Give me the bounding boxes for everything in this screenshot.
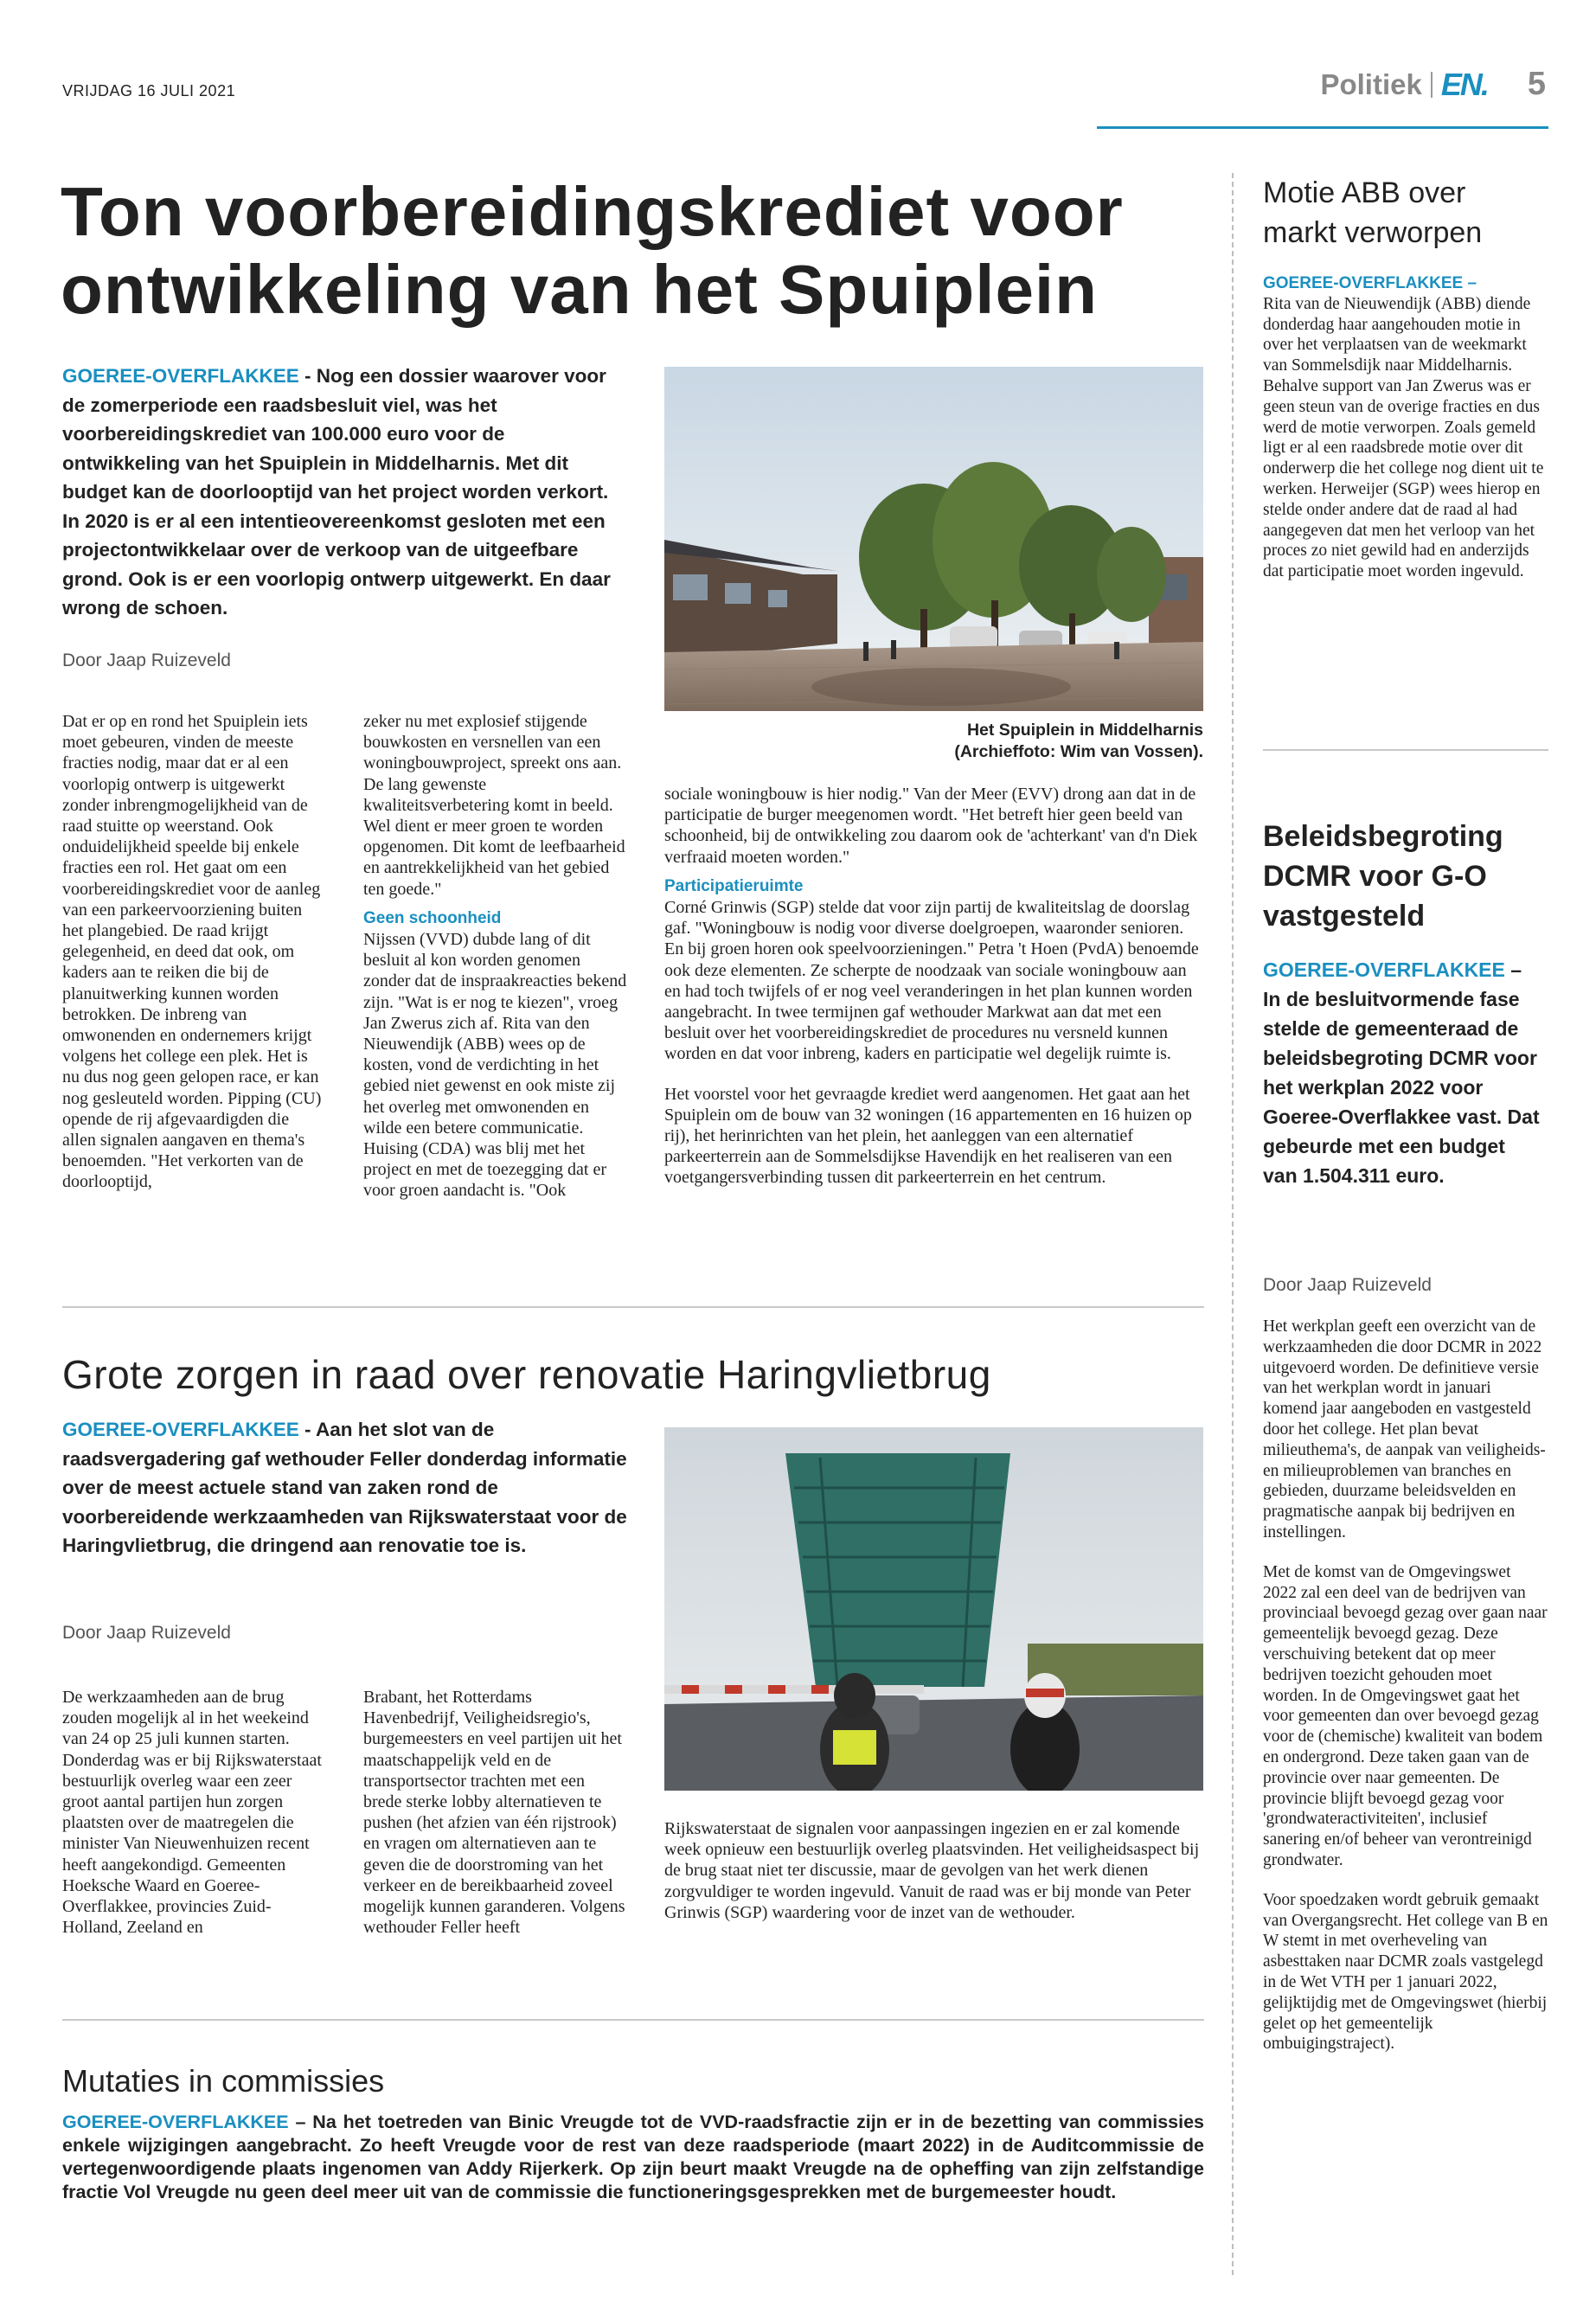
subhead-participatieruimte: Participatieruimte: [664, 876, 804, 895]
article1-headline: Ton voorbereidingskrediet voor ontwikkeling van het Spuiplein: [61, 173, 1124, 328]
page-number: 5: [1527, 66, 1546, 102]
article1-column-1: Dat er op en rond het Spuiplein iets moet gebeuren, vinden de meeste fracties nodig, maar dat er al een voorlopig ontwerp is uitgewerkt zonder inbrengmogelijkheid van de raad stuitte op weerstand. Ook onduidelijkheid speelde bij enkele fracties een rol. Het gaat om een voorbereidingskrediet voor de aanleg van een parkeervoorziening buiten het plangebied. De raad krijgt gelegenheid, en deed dat ook, om kaders aan te reiken die bij de planuitwerking kunnen worden betrokken. De inbreng van omwonenden en ondernemers krijgt volgens het college een plek. Het is nu dus nog geen gelopen race, er kan nog gesleuteld worden. Pipping (CU) opende de rij afgevaardigden die allen signalen aangaven en thema's benoemden. "Het verkorten van de doorlooptijd,: [62, 712, 322, 1192]
article2-column-2: Brabant, het Rotterdams Havenbedrijf, Veiligheidsregio's, burgemeesters en veel partijen uit het maatschappelijk veld en de transportsector trachten met een brede sterke lobby alternatieven te pushen (het afzien van één rijstrook) en vragen om alternatieven aan te geven die de doorstroming van het verkeer en de bereikbaarheid zoveel mogelijk kunnen garanderen. Volgens wethouder Feller heeft: [363, 1688, 625, 1938]
sidebar2-lead: GOEREE-OVERFLAKKEE – In de besluitvormende fase stelde de gemeenteraad de beleidsbegroting DCMR voor het werkplan 2022 voor Goeree-Overflakkee vast. Dat gebeurde met een budget van 1.504.311 euro.: [1263, 958, 1540, 1187]
article2-lead: GOEREE-OVERFLAKKEE - Aan het slot van de raadsvergadering gaf wethouder Feller donderdag informatie over de meest actuele stand van zaken rond de voorbereidende werkzaamheden van Rijkswaterstaat voor de Haringvlietbrug, die dringend aan renovatie toe is.: [62, 1419, 627, 1556]
divider-article1: [62, 1306, 1204, 1308]
article1-lead: GOEREE-OVERFLAKKEE - Nog een dossier waarover voor de zomerperiode een raadsbesluit viel, was het voorbereidingskrediet van 100.000 euro voor de ontwikkeling van het Spuiplein in Middelharnis. Met dit budget kan de doorlooptijd van het project worden verkort. In 2020 is er al een intentieovereenkomst gesloten met een projectontwikkelaar over de verkoop van de uitgeefbare grond. Ook is er een voorlopig ontwerp uitgewerkt. En daar wrong de schoen.: [62, 365, 611, 619]
header-rule: [1097, 126, 1548, 129]
article1-byline: Door Jaap Ruizeveld: [62, 651, 231, 670]
divider-sidebar1: [1263, 749, 1548, 751]
spuiplein-caption: Het Spuiplein in Middelharnis (Archieffoto: Wim van Vossen).: [954, 721, 1203, 761]
haringvlietbrug-photo: [664, 1427, 1203, 1791]
spuiplein-photo: [664, 367, 1203, 711]
sidebar2-dateline: GOEREE-OVERFLAKKEE: [1263, 958, 1505, 981]
article2-byline: Door Jaap Ruizeveld: [62, 1623, 231, 1643]
section-name: Politiek: [1320, 67, 1422, 100]
sidebar1-dateline: GOEREE-OVERFLAKKEE: [1263, 274, 1464, 292]
article1-dateline: GOEREE-OVERFLAKKEE: [62, 365, 299, 387]
sidebar1-body: GOEREE-OVERFLAKKEE – Rita van de Nieuwendijk (ABB) diende donderdag haar aangehouden motie in over het verplaatsen van de weekmarkt van Sommelsdijk naar Middelharnis. Behalve support van Jan Zwerus was er geen steun van de overige fracties en dus werd de motie verworpen. Zoals gemeld ligt er al een raadsbrede motie over dit onderwerp die het college nog dient uit te werken. Herweijer (SGP) wees hierop en stelde onder andere dat de raad al had aangegeven dat men het verloop van het proces zo niet gewild had en anderzijds dat participatie moet worden ingevuld.: [1263, 274, 1544, 581]
article3-dateline: GOEREE-OVERFLAKKEE: [62, 2112, 289, 2132]
sidebar2-body: Het werkplan geeft een overzicht van de werkzaamheden die door DCMR in 2022 uitgevoerd worden. De definitieve versie van het werkplan wordt in januari komend jaar aangeboden en vastgesteld door het college. Het plan bevat milieuthema's, de aanpak van veiligheids-en milieuproblemen van branches en gebieden, duurzame beleidsvelden en pragmatische aanpak bij bedrijven en instellingen. Met de komst van de Omgevingswet 2022 zal een deel van de bedrijven van provinciaal bevoegd gezag over gaan naar gemeentelijk bevoegd gezag. Deze verschuiving betekent dat op meer bedrijven toezicht gehouden moet worden. In de Omgevingswet gaat het voor gemeenten dan over bevoegd gezag voor de (chemische) kwaliteit van bodem en ondergrond. Deze taken gaan van de provincie over naar gemeenten. De provincie blijft bevoegd gezag voor 'grondwateractiviteiten', inclusief sanering en/of beheer van verontreinigd grondwater. Voor spoedzaken wordt gebruik gemaakt van Overgangsrecht. Het college van B en W stemt in met overheveling van asbesttaken naar DCMR zoals vastgelegd in de Wet VTH per 1 januari 2022, gelijktijdig met de Omgevingswet (hierbij gelet op het gemeentelijk ombuigingstraject).: [1263, 1317, 1548, 2054]
article2-dateline: GOEREE-OVERFLAKKEE: [62, 1419, 299, 1440]
article2-column-1: De werkzaamheden aan de brug zouden mogelijk al in het weekeind van 24 op 25 juli kunnen starten. Donderdag was er bij Rijkswaterstaat bestuurlijk overleg waar een zeer groot aantal partijen hun zorgen plaatsten over de maatregelen die minister Van Nieuwenhuizen recent heeft aangekondigd. Gemeenten Hoeksche Waard en Goeree-Overflakkee, provincies Zuid-Holland, Zeeland en: [62, 1688, 322, 1938]
sidebar1-headline: Motie ABB over markt verworpen: [1263, 176, 1483, 249]
issue-date: VRIJDAG 16 JULI 2021: [62, 82, 236, 99]
newspaper-logo: EN.: [1440, 66, 1488, 102]
sidebar2-byline: Door Jaap Ruizeveld: [1263, 1275, 1432, 1295]
article3-body: GOEREE-OVERFLAKKEE – Na het toetreden van Binic Vreugde tot de VVD-raadsfractie zijn er in de bezetting van commissies enkele wijzigingen aangebracht. Zo heeft Vreugde voor de rest van deze raadsperiode (maart 2022) in de Auditcommissie de vertegenwoordigende plaats ingenomen van Addy Rijerkerk. Op zijn beurt maakt Vreugde na de opheffing van zijn zelfstandige fractie Vol Vreugde nu geen deel meer uit van de commissie die functioneringsgesprekken met de burgemeester houdt.: [62, 2112, 1204, 2202]
sidebar2-headline: Beleidsbegroting DCMR voor G-O vastgesteld: [1263, 820, 1503, 933]
article1-column-3: sociale woningbouw is hier nodig." Van der Meer (EVV) drong aan dat in de participatie de burger meegenomen wordt. "Het betreft hier geen beeld van schoonheid, bij de ontwikkeling zou daarom ook de 'achterkant' van d'n Diek verfraaid moeten worden." Participatieruimte Corné Grinwis (SGP) stelde dat voor zijn partij de kwaliteitslag de doorslag gaf. "Woningbouw is nodig voor diverse doelgroepen, waaronder senioren. En bij groen horen ook speelvoorzieningen." Petra 't Hoen (PvdA) benoemde ook deze elementen. Ze scherpte de noodzaak van sociale woningbouw aan en had toch twijfels of er nog veel veranderingen in het plan kunnen worden aangebracht. In twee termijnen gaf wethouder Markwat aan dat met een besluit over het voorbereidingskrediet de procedures nu versneld kunnen worden en dat voor inbreng, kaders en participatie wel degelijk ruimte is. Het voorstel voor het gevraagde krediet werd aangenomen. Het gaat aan het Spuiplein om de bouw van 32 woningen (16 appartementen en 16 huizen op rij), het herinrichten van het plein, het aanleggen van een alternatief parkeerterrein aan de Sommelsdijkse Havendijk en het realiseren van een voetgangersverbinding tussen dit parkeerterrein en het centrum.: [664, 784, 1203, 1189]
sidebar-divider: [1232, 173, 1234, 2275]
divider-article2: [62, 2019, 1204, 2021]
article2-column-3: Rijkswaterstaat de signalen voor aanpassingen ingezien en er zal komende week opnieuw een bestuurlijk overleg plaatsvinden. Het veiligheidsaspect bij de brug staat niet ter discussie, maar de gevolgen van het werk dienen zorgvuldiger te worden ingevuld. Vanuit de raad was er bij monde van Peter Grinwis (SGP) waardering voor de inzet van de wethouder.: [664, 1819, 1200, 1922]
header-divider: [1431, 72, 1433, 98]
subhead-geen-schoonheid: Geen schoonheid: [363, 908, 502, 927]
page-header: [1320, 66, 1546, 103]
article2-headline: Grote zorgen in raad over renovatie Haringvlietbrug: [62, 1352, 991, 1397]
article1-column-2: zeker nu met explosief stijgende bouwkosten en versnellen van een woningbouwproject, spreekt ons aan. De lang gewenste kwaliteitsverbetering komt in beeld. Wel dient er meer groen te worden opgenomen. Dit komt de leefbaarheid en aantrekkelijkheid van het gebied ten goede." Geen schoonheid Nijssen (VVD) dubde lang of dit besluit al kon worden genomen zonder dat de inspraakreacties bekend zijn. "Wat is er nog te kiezen", vroeg Jan Zwerus zich af. Rita van den Nieuwendijk (ABB) wees op de kosten, vond de verdichting in het gebied niet gewenst en ook miste zij het overleg met omwonenden en wilde een betere communicatie. Huising (CDA) was blij met het project en met de toezegging dat er voor groen aandacht is. "Ook: [363, 712, 627, 1201]
article3-headline: Mutaties in commissies: [62, 2063, 385, 2099]
